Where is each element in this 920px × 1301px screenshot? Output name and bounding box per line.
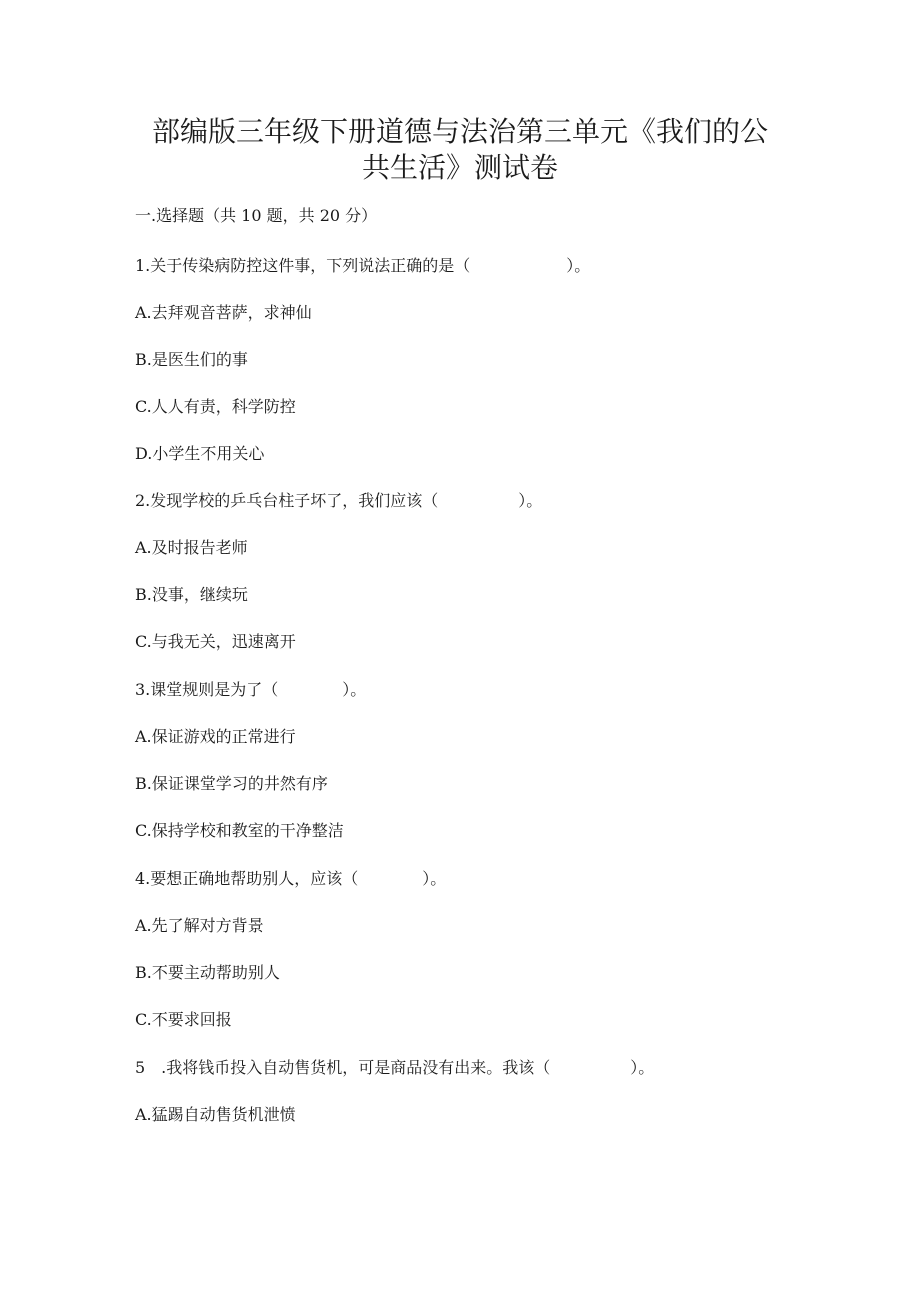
question-option: C.不要求回报	[135, 1010, 232, 1029]
section-heading: 一.选择题（共 10 题，共 20 分）	[135, 206, 378, 225]
question-option: B.保证课堂学习的井然有序	[135, 774, 328, 793]
question-option: A.去拜观音菩萨，求神仙	[135, 303, 312, 322]
question-option: C.与我无关，迅速离开	[135, 632, 296, 651]
question-stem: 1.关于传染病防控这件事，下列说法正确的是（ ）。	[135, 256, 591, 275]
question-option: A.及时报告老师	[135, 538, 248, 557]
question-option: A.保证游戏的正常进行	[135, 727, 296, 746]
question-stem: 5 .我将钱币投入自动售货机，可是商品没有出来。我该（ ）。	[135, 1058, 655, 1077]
question-stem: 2.发现学校的乒乓台柱子坏了，我们应该（ ）。	[135, 491, 543, 510]
question-option: A.先了解对方背景	[135, 916, 264, 935]
title-line-1: 部编版三年级下册道德与法治第三单元《我们的公	[151, 115, 768, 148]
question-option: C.人人有责，科学防控	[135, 397, 296, 416]
question-option: A.猛踢自动售货机泄愤	[135, 1105, 296, 1124]
question-option: B.是医生们的事	[135, 350, 248, 369]
document-title	[120, 114, 800, 186]
question-option: D.小学生不用关心	[135, 444, 265, 463]
question-option: B.没事，继续玩	[135, 585, 248, 604]
question-stem: 3.课堂规则是为了（ ）。	[135, 680, 367, 699]
question-stem: 4.要想正确地帮助别人，应该（ ）。	[135, 869, 447, 888]
title-line-2: 共生活》测试卷	[361, 151, 558, 184]
question-option: C.保持学校和教室的干净整洁	[135, 821, 344, 840]
question-option: B.不要主动帮助别人	[135, 963, 280, 982]
